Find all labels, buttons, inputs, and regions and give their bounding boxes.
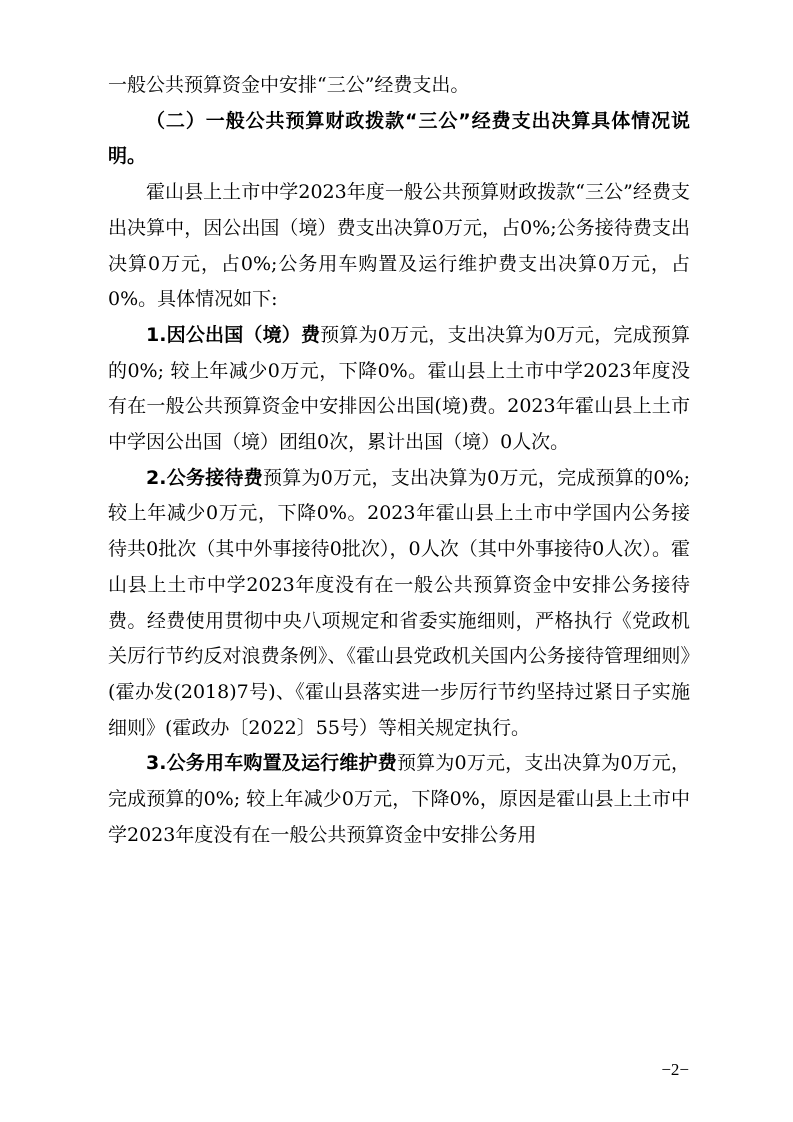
item-heading: 3.公务用车购置及运行维护费 (146, 752, 397, 775)
paragraph-reception (108, 461, 690, 747)
page-number: −2− (661, 1060, 689, 1079)
paragraph-text: 预算为0万元，支出决算为0万元，完成预算的0%; 较上年减少0万元，下降0%，原因是霍山县上土市中学2023年度没有在一般公共预算资金中安排公务用 (108, 752, 690, 846)
paragraph-text: 预算为0万元，支出决算为0万元，完成预算的0%; 较上年减少0万元，下降0%。霍山县上土市中学2023年度没有在一般公共预算资金中安排因公出国(境)费。2023年霍山县上土市中学因公出国（境）团组0次，累计出国（境）0人次。 (108, 323, 690, 454)
document-body (108, 68, 690, 853)
paragraph-text: 一般公共预算资金中安排“三公”经费支出。 (108, 74, 470, 96)
paragraph-summary (108, 175, 690, 318)
item-heading: 1.因公出国（境）费 (146, 323, 321, 346)
paragraph-text: 霍山县上土市中学2023年度一般公共预算财政拨款“三公”经费支出决算中，因公出国（境）费支出决算0万元，占0%;公务接待费支出决算0万元，占0%;公务用车购置及运行维护费支出决算0万元，占0%。具体情况如下: (108, 181, 690, 311)
section-heading (108, 104, 690, 175)
item-heading: 2.公务接待费 (146, 466, 263, 489)
paragraph-continuation (108, 68, 690, 104)
paragraph-vehicles (108, 746, 690, 853)
section-heading-text: （二）一般公共预算财政拨款“三公”经费支出决算具体情况说明。 (108, 109, 690, 168)
paragraph-text: 预算为0万元，支出决算为0万元，完成预算的0%; 较上年减少0万元，下降0%。2023年霍山县上土市中学国内公务接待共0批次（其中外事接待0批次），0人次（其中外事接待0人次）。霍山县上土市中学2023年度没有在一般公共预算资金中安排公务接待费。经费使用贯彻中央八项规定和省委实施细则，严格执行《党政机关厉行节约反对浪费条例》、《霍山县党政机关国内公务接待管理细则》(霍办发(2018)7号)、《霍山县落实进一步厉行节约坚持过紧日子实施细则》(霍政办〔2022〕55号）等相关规定执行。 (108, 466, 690, 739)
paragraph-overseas-travel (108, 318, 690, 461)
